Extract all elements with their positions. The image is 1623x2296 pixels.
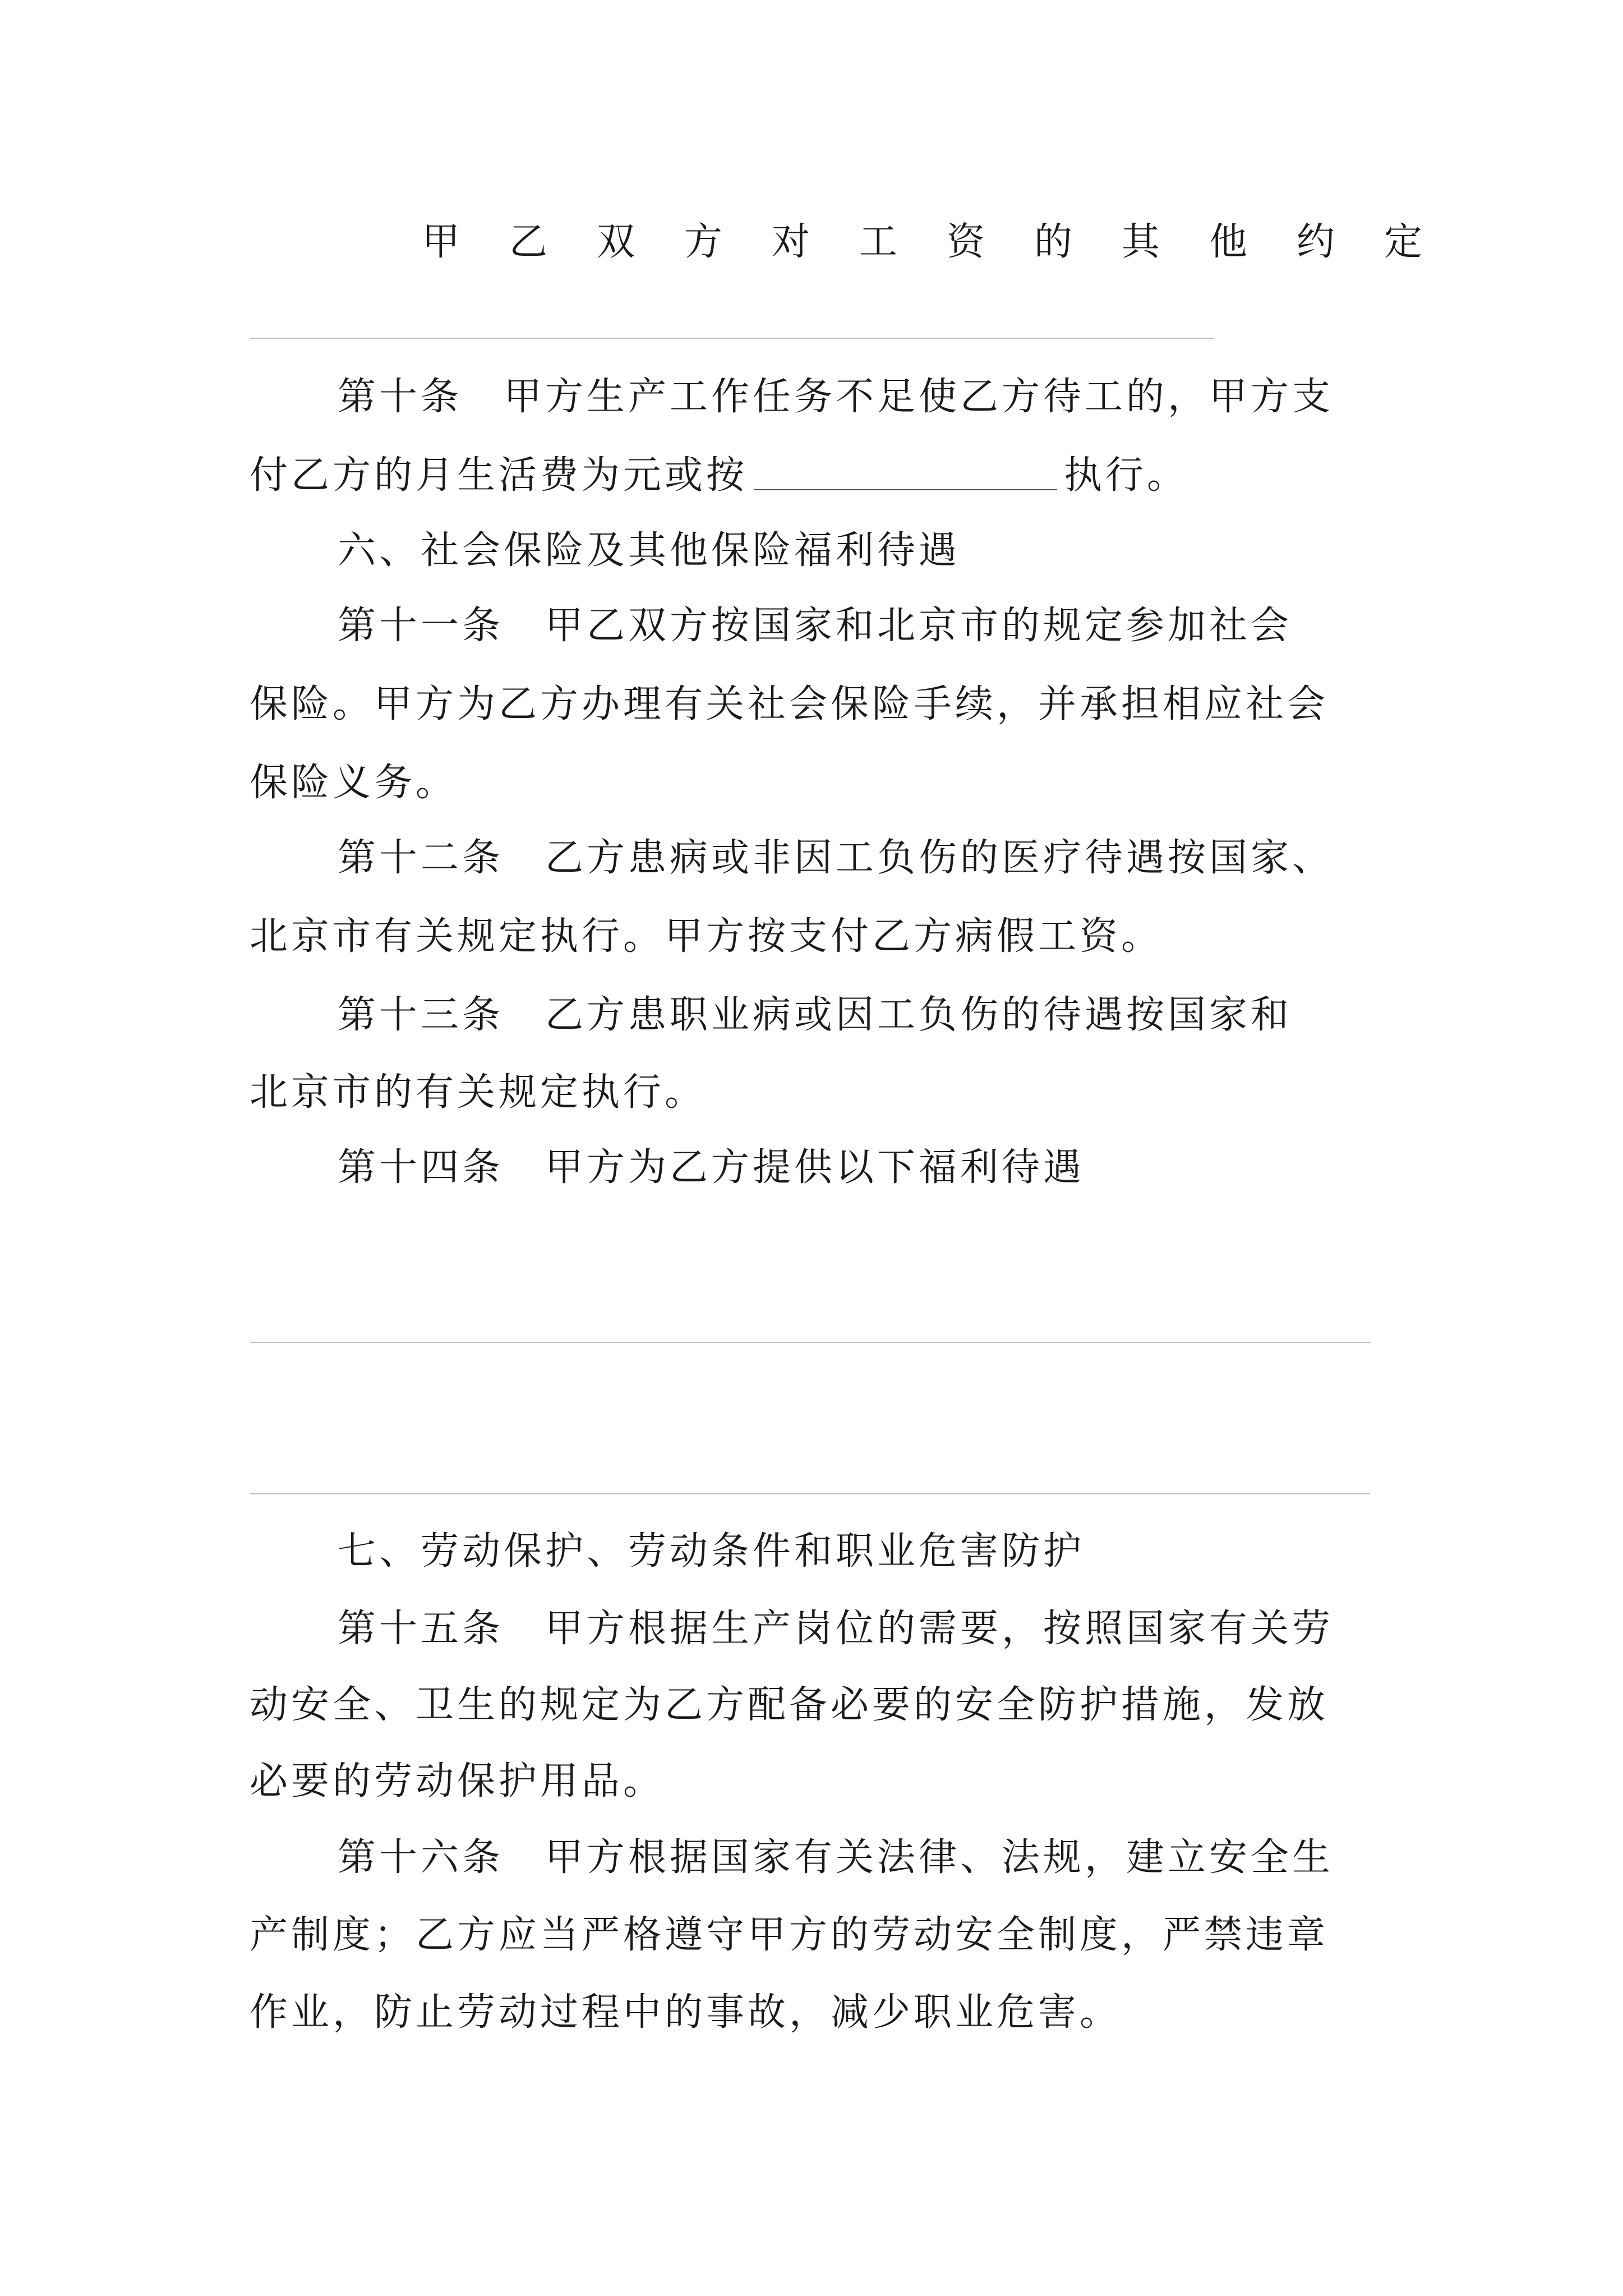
- article-11-line-2: 保险。甲方为乙方办理有关社会保险手续，并承担相应社会: [250, 682, 1329, 726]
- article-10-text-b: 执行。: [1064, 453, 1189, 498]
- article-16-line-3: 作业，防止劳动过程中的事故，减少职业危害。: [250, 1990, 1122, 2035]
- article-12-line-1: 第十二条 乙方患病或非因工负伤的医疗待遇按国家、: [338, 836, 1334, 880]
- article-11-line-1: 第十一条 甲乙双方按国家和北京市的规定参加社会: [338, 604, 1293, 648]
- section-7-heading: 七、劳动保护、劳动条件和职业危害防护: [338, 1529, 1085, 1573]
- article-13-line-1: 第十三条 乙方患职业病或因工负伤的待遇按国家和: [338, 993, 1293, 1037]
- article-11-line-3: 保险义务。: [250, 761, 458, 805]
- fill-in-line-benefits-2: [250, 1493, 1370, 1494]
- fill-in-line-benefits-1: [250, 1342, 1370, 1343]
- article-13-line-2: 北京市的有关规定执行。: [250, 1070, 707, 1115]
- article-15-line-3: 必要的劳动保护用品。: [250, 1759, 665, 1803]
- wage-agreement-heading: 甲乙双方对工资的其他约定: [422, 220, 1472, 264]
- article-10-line-2: [0, 453, 1623, 498]
- article-16-line-1: 第十六条 甲方根据国家有关法律、法规，建立安全生: [338, 1835, 1334, 1880]
- section-6-heading: 六、社会保险及其他保险福利待遇: [338, 528, 961, 573]
- blank-fill-field: [754, 455, 1057, 490]
- article-14-line-1: 第十四条 甲方为乙方提供以下福利待遇: [338, 1145, 1085, 1190]
- article-16-line-2: 产制度；乙方应当严格遵守甲方的劳动安全制度，严禁违章: [250, 1913, 1329, 1957]
- article-15-line-1: 第十五条 甲方根据生产岗位的需要，按照国家有关劳: [338, 1607, 1334, 1651]
- article-10-text-a: 付乙方的月生活费为元或按: [250, 453, 748, 498]
- article-12-line-2: 北京市有关规定执行。甲方按支付乙方病假工资。: [250, 914, 1163, 959]
- article-10-line-1: 第十条 甲方生产工作任务不足使乙方待工的，甲方支: [338, 375, 1334, 419]
- fill-in-line-wage: [250, 338, 1214, 339]
- article-15-line-2: 动安全、卫生的规定为乙方配备必要的安全防护措施，发放: [250, 1683, 1329, 1727]
